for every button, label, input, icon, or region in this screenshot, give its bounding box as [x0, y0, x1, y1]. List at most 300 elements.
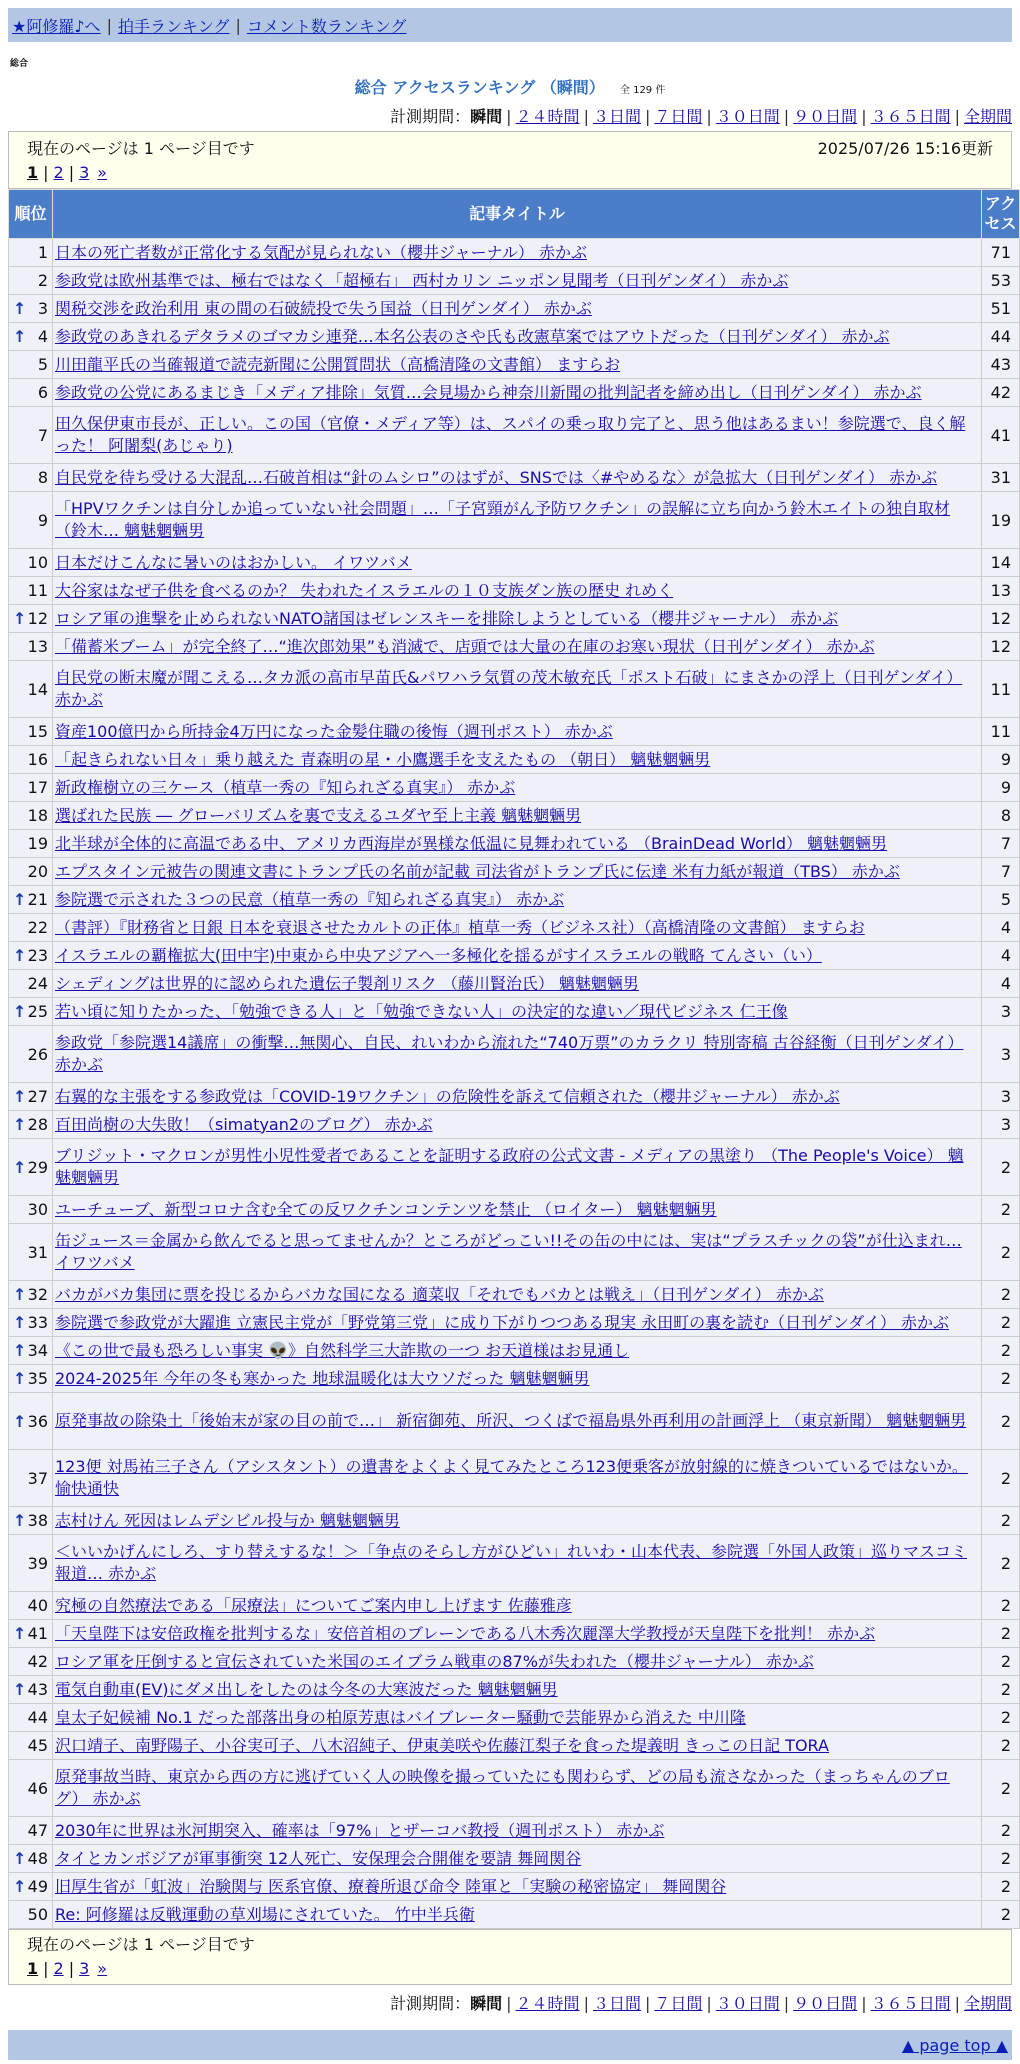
- access-count: 19: [982, 492, 1020, 549]
- title-cell: [53, 1760, 982, 1817]
- table-row: [9, 323, 1020, 351]
- article-title-link[interactable]: 自民党を待ち受ける大混乱…石破首相は“針のムシロ”のはずが、SNSでは〈#やめるな〉が急拡大（日刊ゲンダイ） 赤かぶ: [55, 467, 938, 487]
- article-title-link[interactable]: 参政党のあきれるデタラメのゴマカシ連発…本名公表のさや氏も改憲草案ではアウトだった（日刊ゲンダイ） 赤かぶ: [55, 326, 890, 346]
- rank-cell: [9, 886, 53, 914]
- access-count: 2: [982, 1507, 1020, 1535]
- rank-number: 37: [27, 1468, 48, 1488]
- article-title-link[interactable]: 原発事故の除染土「後始末が家の目の前で…」 新宿御苑、所沢、つくばで福島県外再利用の計画浮上 （東京新聞） 魑魅魍魎男: [55, 1411, 967, 1430]
- pager-page-link[interactable]: 2: [53, 1959, 64, 1978]
- title-cell: [53, 577, 982, 605]
- access-count: 2: [982, 1535, 1020, 1592]
- article-title-link[interactable]: 皇太子妃候補 No.1 だった部落出身の柏原芳恵はバイブレーター騒動で芸能界から消えた 中川隆: [55, 1707, 746, 1727]
- table-row: [9, 998, 1020, 1026]
- access-count: 3: [982, 1026, 1020, 1083]
- title-cell: [53, 605, 982, 633]
- rank-number: 28: [27, 1115, 48, 1134]
- article-title-link[interactable]: 「起きられない日々」乗り越えた 青森明の星・小鷹選手を支えたもの （朝日） 魑魅魍魎男: [55, 749, 711, 769]
- article-title-link[interactable]: 大谷家はなぜ子供を食べるのか？ 失われたイスラエルの１０支族ダン族の歴史 れめく: [55, 580, 674, 600]
- rank-cell: [9, 1901, 53, 1929]
- rank-cell: [9, 464, 53, 492]
- article-title-link[interactable]: タイとカンボジアが軍事衝突 12人死亡、安保理会合開催を要請 舞岡関谷: [55, 1848, 582, 1868]
- table-row: [9, 1845, 1020, 1873]
- table-row: [9, 295, 1020, 323]
- rank-cell: [9, 830, 53, 858]
- rank-cell: [9, 914, 53, 942]
- pager-separator: |: [68, 1959, 75, 1978]
- table-row: [9, 802, 1020, 830]
- access-count: 44: [982, 323, 1020, 351]
- period-option-link[interactable]: 全期間: [963, 1994, 1012, 2013]
- title-cell: [53, 1507, 982, 1535]
- rank-number: 11: [27, 581, 48, 600]
- period-option-link[interactable]: ７日間: [654, 1994, 703, 2013]
- table-row: [9, 577, 1020, 605]
- article-title-link[interactable]: 沢口靖子、南野陽子、小谷実可子、八木沼純子、伊東美咲や佐藤江梨子を食った堤義明 きっこの日記 TORA: [55, 1735, 829, 1755]
- rank-number: 7: [37, 425, 48, 445]
- ranking-table: [8, 189, 1020, 1929]
- rank-number: 50: [27, 1905, 48, 1924]
- rank-number: 18: [27, 806, 48, 825]
- rank-cell: [9, 1760, 53, 1817]
- title-cell: [53, 942, 982, 970]
- article-title-link[interactable]: 参政党は欧州基準では、極右ではなく「超極右」 西村カリン ニッポン見聞考（日刊ゲンダイ） 赤かぶ: [55, 270, 789, 290]
- article-title-link[interactable]: 旧厚生省が「虹波」治験関与 医系官僚、療養所退び命令 陸軍と「実験の秘密協定」 舞岡関谷: [55, 1876, 727, 1896]
- title-cell: [53, 549, 982, 577]
- rank-number: 2: [37, 271, 48, 290]
- article-title-link[interactable]: 田久保伊東市長が、正しい。この国（官僚・メディア等）は、スパイの乗っ取り完了と、思う他はあるまい！参院選で、良く解った！ 阿闍梨(あじゃり): [55, 414, 966, 455]
- period-option-link[interactable]: ２４時間: [515, 107, 580, 126]
- title-cell: [53, 1873, 982, 1901]
- access-count: 11: [982, 661, 1020, 718]
- period-separator: |: [706, 107, 712, 126]
- pager-page-link[interactable]: 3: [79, 1959, 90, 1978]
- table-row: [9, 746, 1020, 774]
- page-top-link[interactable]: ▲ page top ▲: [901, 2035, 1008, 2055]
- article-title-link[interactable]: 電気自動車(EV)にダメ出しをしたのは今冬の大寒波だった 魑魅魍魎男: [55, 1679, 558, 1699]
- access-count: 2: [982, 1704, 1020, 1732]
- rank-up-arrow-icon: ↑: [13, 1680, 27, 1699]
- access-count: 2: [982, 1450, 1020, 1507]
- access-count: 9: [982, 774, 1020, 802]
- article-title-link[interactable]: 選ばれた民族 ― グローバリズムを裏で支えるユダヤ至上主義 魑魅魍魎男: [55, 805, 582, 825]
- rank-cell: [9, 492, 53, 549]
- period-current: 瞬間: [470, 107, 503, 126]
- comment-ranking-link[interactable]: コメント数ランキング: [246, 16, 407, 36]
- rank-cell: [9, 1365, 53, 1393]
- access-count: 2: [982, 1873, 1020, 1901]
- article-title-link[interactable]: 原発事故当時、東京から西の方に逃げていく人の映像を撮っていたにも関わらず、どの局も流さなかった（まっちゃんのブログ） 赤かぶ: [55, 1767, 950, 1808]
- table-row: [9, 1817, 1020, 1845]
- col-header-access: アクセス: [982, 190, 1020, 239]
- title-cell: [53, 464, 982, 492]
- title-cell: [53, 1224, 982, 1281]
- access-count: 2: [982, 1224, 1020, 1281]
- access-count: 51: [982, 295, 1020, 323]
- table-row: [9, 1507, 1020, 1535]
- pager-next-link[interactable]: »: [97, 163, 108, 182]
- table-row: [9, 1026, 1020, 1083]
- access-count: 4: [982, 970, 1020, 998]
- title-cell: [53, 661, 982, 718]
- rank-cell: [9, 549, 53, 577]
- title-cell: [53, 1901, 982, 1929]
- table-row: [9, 1873, 1020, 1901]
- rank-cell: [9, 1507, 53, 1535]
- rank-number: 41: [27, 1624, 48, 1643]
- rank-cell: [9, 858, 53, 886]
- article-title-link[interactable]: 若い頃に知りたかった、「勉強できる人」と「勉強できない人」の決定的な違い／現代ビジネス 仁王像: [55, 1001, 788, 1021]
- table-row: [9, 464, 1020, 492]
- title-cell: [53, 774, 982, 802]
- title-cell: [53, 1365, 982, 1393]
- table-row: [9, 774, 1020, 802]
- table-row: [9, 970, 1020, 998]
- period-separator: |: [583, 1994, 589, 2013]
- table-row: [9, 1281, 1020, 1309]
- rank-cell: [9, 998, 53, 1026]
- table-row: [9, 718, 1020, 746]
- period-option-link[interactable]: ３０日間: [715, 107, 780, 126]
- rank-number: 4: [37, 327, 48, 346]
- access-count: 2: [982, 1337, 1020, 1365]
- pager-separator: |: [43, 163, 49, 182]
- rank-cell: [9, 1648, 53, 1676]
- col-header-title: 記事タイトル: [53, 190, 982, 239]
- rank-number: 42: [27, 1652, 48, 1671]
- article-title-link[interactable]: 123便 対馬祐三子さん（アシスタント）の遺書をよくよく見てみたところ123便乗客が放射線的に焼きついているではないか。 愉快通快: [55, 1457, 968, 1498]
- rank-number: 44: [27, 1708, 48, 1727]
- col-header-rank: 順位: [9, 190, 53, 239]
- table-row: [9, 661, 1020, 718]
- article-title-link[interactable]: バカがバカ集団に票を投じるからバカな国になる 適菜収「それでもバカとは戦え」（日刊ゲンダイ） 赤かぶ: [55, 1284, 824, 1304]
- rank-cell: [9, 1873, 53, 1901]
- current-page-text: 現在のページは 1 ページ目です: [27, 1935, 255, 1954]
- title-cell: [53, 802, 982, 830]
- title-cell: [53, 718, 982, 746]
- rank-cell: [9, 633, 53, 661]
- rank-cell: [9, 605, 53, 633]
- access-count: 2: [982, 1817, 1020, 1845]
- access-count: 2: [982, 1648, 1020, 1676]
- table-row: [9, 1732, 1020, 1760]
- title-cell: [53, 1592, 982, 1620]
- rank-cell: [9, 774, 53, 802]
- article-title-link[interactable]: （書評）『財務省と日銀 日本を衰退させたカルトの正体』植草一秀（ビジネス社）（高橋清隆の文書館） ますらお: [55, 917, 865, 937]
- rank-number: 15: [27, 722, 48, 741]
- rank-up-arrow-icon: ↑: [13, 1511, 27, 1530]
- access-count: 8: [982, 802, 1020, 830]
- period-option-link[interactable]: ９０日間: [793, 1994, 858, 2013]
- title-cell: [53, 633, 982, 661]
- rank-up-arrow-icon: ↑: [13, 890, 27, 909]
- article-title-link[interactable]: 2024-2025年 今年の冬も寒かった 地球温暖化は大ウソだった 魑魅魍魎男: [55, 1368, 590, 1388]
- access-count: 2: [982, 1676, 1020, 1704]
- article-title-link[interactable]: 究極の自然療法である「尿療法」についてご案内申し上げます 佐藤雅彦: [55, 1595, 572, 1615]
- home-link[interactable]: ★阿修羅♪へ: [12, 16, 101, 36]
- period-option-link[interactable]: ３日間: [592, 107, 641, 126]
- category-label: 総合: [10, 59, 29, 69]
- article-title-link[interactable]: 2030年に世界は氷河期突入、確率は「97%」とザーコバ教授（週刊ポスト） 赤かぶ: [55, 1820, 665, 1840]
- title-cell: [53, 267, 982, 295]
- article-title-link[interactable]: 自民党の断末魔が聞こえる…タカ派の高市早苗氏&パワハラ気質の茂木敏充氏「ポスト石破」にまさかの浮上（日刊ゲンダイ） 赤かぶ: [55, 668, 963, 709]
- article-title-link[interactable]: 右翼的な主張をする参政党は「COVID-19ワクチン」の危険性を訴えて信頼された（櫻井ジャーナル） 赤かぶ: [55, 1086, 840, 1106]
- access-count: 31: [982, 464, 1020, 492]
- period-option-link[interactable]: ３０日間: [715, 1994, 780, 2013]
- period-selector-top: [0, 104, 1012, 127]
- pager-bottom: [9, 1957, 1011, 1984]
- period-option-link[interactable]: ３６５日間: [870, 1994, 951, 2013]
- article-title-link[interactable]: 参院選で示された３つの民意（植草一秀の『知られざる真実』） 赤かぶ: [55, 889, 565, 909]
- rank-number: 33: [27, 1313, 48, 1332]
- article-title-link[interactable]: ロシア軍の進撃を止められないNATO諸国はゼレンスキーを排除しようとしている（櫻井ジャーナル） 赤かぶ: [55, 608, 839, 628]
- rank-up-arrow-icon: ↑: [13, 1369, 27, 1388]
- table-row: [9, 1592, 1020, 1620]
- table-row: [9, 379, 1020, 407]
- rank-cell: [9, 1337, 53, 1365]
- period-option-link[interactable]: ７日間: [654, 107, 703, 126]
- rank-cell: [9, 718, 53, 746]
- article-title-link[interactable]: ＜いいかげんにしろ、すり替えするな！＞「争点のそらし方がひどい」れいわ・山本代表、参院選「外国人政策」巡りマスコミ報道… 赤かぶ: [55, 1542, 968, 1583]
- pager-current: 1: [27, 163, 39, 182]
- article-title-link[interactable]: ユーチューブ、新型コロナ含む全ての反ワクチンコンテンツを禁止 （ロイター） 魑魅魍魎男: [55, 1199, 717, 1219]
- rank-cell: [9, 1196, 53, 1224]
- access-count: 2: [982, 1901, 1020, 1929]
- article-title-link[interactable]: 日本の死亡者数が正常化する気配が見られない（櫻井ジャーナル） 赤かぶ: [55, 242, 587, 262]
- rank-cell: [9, 323, 53, 351]
- period-label: 計測期間：: [390, 1994, 471, 2013]
- table-row: [9, 1901, 1020, 1929]
- period-option-link[interactable]: ９０日間: [793, 107, 858, 126]
- title-cell: [53, 914, 982, 942]
- rank-cell: [9, 802, 53, 830]
- rank-number: 14: [27, 679, 48, 699]
- rank-cell: [9, 1026, 53, 1083]
- article-title-link[interactable]: シェディングは世界的に認められた遺伝子製剤リスク （藤川賢治氏） 魑魅魍魎男: [55, 973, 639, 993]
- rank-up-arrow-icon: ↑: [13, 1411, 27, 1431]
- page-info-box-bottom: [8, 1929, 1012, 1985]
- access-count: 4: [982, 942, 1020, 970]
- period-separator: |: [506, 107, 512, 126]
- title-cell: [53, 1309, 982, 1337]
- article-title-link[interactable]: 新政権樹立の三ケース（植草一秀の『知られざる真実』） 赤かぶ: [55, 777, 516, 797]
- period-current: 瞬間: [470, 1994, 503, 2013]
- pager-page-link[interactable]: 2: [53, 163, 64, 182]
- period-option-link[interactable]: 全期間: [963, 107, 1012, 126]
- article-title-link[interactable]: 川田龍平氏の当確報道で読売新聞に公開質問状（高橋清隆の文書館） ますらお: [55, 354, 621, 374]
- table-row: [9, 1139, 1020, 1196]
- article-title-link[interactable]: 参政党「参院選14議席」の衝撃…無関心、自民、れいわから流れた“740万票”のカラクリ 特別寄稿 古谷経衡（日刊ゲンダイ） 赤かぶ: [55, 1033, 964, 1074]
- access-count: 14: [982, 549, 1020, 577]
- access-count: 2: [982, 1309, 1020, 1337]
- nav-separator: |: [106, 15, 112, 35]
- article-title-link[interactable]: 日本だけこんなに暑いのはおかしい。 イワツバメ: [55, 552, 412, 572]
- rank-number: 12: [27, 609, 48, 628]
- table-row: [9, 351, 1020, 379]
- access-count: 3: [982, 1083, 1020, 1111]
- rank-cell: [9, 1309, 53, 1337]
- rank-up-arrow-icon: ↑: [13, 1849, 27, 1868]
- title-cell: [53, 379, 982, 407]
- access-count: 3: [982, 1111, 1020, 1139]
- rank-number: 23: [27, 946, 48, 965]
- pager-next-link[interactable]: »: [97, 1959, 108, 1978]
- rank-number: 30: [27, 1200, 48, 1219]
- rank-number: 35: [27, 1369, 48, 1388]
- rank-number: 29: [27, 1157, 48, 1177]
- rank-cell: [9, 239, 53, 267]
- rank-number: 38: [27, 1511, 48, 1530]
- article-title-link[interactable]: ロシア軍を圧倒すると宣伝されていた米国のエイブラム戦車の87%が失われた（櫻井ジャーナル） 赤かぶ: [55, 1651, 814, 1671]
- clap-ranking-link[interactable]: 拍手ランキング: [117, 16, 230, 36]
- nav-separator: |: [235, 15, 241, 35]
- period-separator: |: [706, 1994, 712, 2013]
- table-row: [9, 1648, 1020, 1676]
- title-cell: [53, 1535, 982, 1592]
- table-row: [9, 858, 1020, 886]
- rank-number: 19: [27, 834, 48, 853]
- top-nav-bar: [8, 8, 1012, 42]
- article-title-link[interactable]: 志村けん 死因はレムデシビル投与か 魑魅魍魎男: [55, 1510, 400, 1530]
- access-count: 7: [982, 830, 1020, 858]
- table-row: [9, 267, 1020, 295]
- article-title-link[interactable]: 北半球が全体的に高温である中、アメリカ西海岸が異様な低温に見舞われている （BrainDead World） 魑魅魍魎男: [55, 833, 888, 853]
- rank-cell: [9, 942, 53, 970]
- rank-cell: [9, 1139, 53, 1196]
- table-row: [9, 492, 1020, 549]
- title-cell: [53, 830, 982, 858]
- updated-time: 2025/07/26 15:16更新: [817, 139, 993, 158]
- access-count: 3: [982, 998, 1020, 1026]
- access-count: 11: [982, 718, 1020, 746]
- table-row: [9, 1704, 1020, 1732]
- rank-cell: [9, 577, 53, 605]
- table-row: [9, 914, 1020, 942]
- access-count: 4: [982, 914, 1020, 942]
- access-count: 2: [982, 1365, 1020, 1393]
- rank-number: 34: [27, 1341, 48, 1360]
- table-row: [9, 1760, 1020, 1817]
- total-count: 全 129 件: [619, 85, 666, 96]
- article-title-link[interactable]: 参院選で参政党が大躍進 立憲民主党が「野党第三党」に成り下がりつつある現実 永田町の裏を読む（日刊ゲンダイ） 赤かぶ: [55, 1312, 949, 1332]
- access-count: 2: [982, 1620, 1020, 1648]
- article-title-link[interactable]: イスラエルの覇権拡大(田中宇)中東から中央アジアへ一多極化を揺るがすイスラエルの戦略 てんさい（い）: [55, 945, 822, 965]
- pager-separator: |: [43, 1959, 49, 1978]
- article-title-link[interactable]: 「天皇陛下は安倍政権を批判するな」安倍首相のブレーンである八木秀次麗澤大学教授が天皇陛下を批判！ 赤かぶ: [55, 1623, 876, 1643]
- rank-cell: [9, 267, 53, 295]
- rank-cell: [9, 407, 53, 464]
- title-cell: [53, 1026, 982, 1083]
- rank-number: 1: [37, 243, 48, 262]
- period-option-link[interactable]: ３６５日間: [870, 107, 951, 126]
- article-title-link[interactable]: 参政党の公党にあるまじき「メディア排除」気質…会見場から神奈川新聞の批判記者を締め出し（日刊ゲンダイ） 赤かぶ: [55, 382, 922, 402]
- rank-up-arrow-icon: ↑: [13, 1002, 27, 1021]
- rank-number: 47: [27, 1821, 48, 1840]
- article-title-link[interactable]: 関税交渉を政治利用 東の間の石破続投で失う国益（日刊ゲンダイ） 赤かぶ: [55, 298, 592, 318]
- article-title-link[interactable]: Re: 阿修羅は反戦運動の草刈場にされていた。 竹中半兵衛: [55, 1904, 475, 1924]
- title-cell: [53, 858, 982, 886]
- rank-up-arrow-icon: ↑: [13, 1877, 27, 1896]
- title-cell: [53, 970, 982, 998]
- access-count: 71: [982, 239, 1020, 267]
- title-cell: [53, 323, 982, 351]
- period-label: 計測期間：: [390, 107, 471, 126]
- rank-number: 45: [27, 1736, 48, 1755]
- table-row: [9, 1083, 1020, 1111]
- rank-number: 49: [27, 1877, 48, 1896]
- rank-cell: [9, 1083, 53, 1111]
- title-cell: [53, 1817, 982, 1845]
- article-title-link[interactable]: 「HPVワクチンは自分しか追っていない社会問題」…「子宮頸がん予防ワクチン」の誤解に立ち向かう鈴木エイトの独自取材（鈴木… 魑魅魍魎男: [55, 499, 951, 540]
- rank-number: 20: [27, 862, 48, 881]
- period-option-link[interactable]: ３日間: [592, 1994, 641, 2013]
- access-count: 2: [982, 1760, 1020, 1817]
- article-title-link[interactable]: 百田尚樹の大失敗！（simatyan2のブログ） 赤かぶ: [55, 1114, 433, 1134]
- rank-up-arrow-icon: ↑: [13, 1313, 27, 1332]
- article-title-link[interactable]: 缶ジュース＝金属から飲んでると思ってませんか？ところがどっこい!!その缶の中には、実は“プラスチックの袋”が仕込まれ… イワツバメ: [55, 1231, 962, 1272]
- period-separator: |: [861, 1994, 867, 2013]
- rank-number: 8: [37, 468, 48, 487]
- table-row: [9, 886, 1020, 914]
- rank-cell: [9, 1732, 53, 1760]
- article-title-link[interactable]: ブリジット・マクロンが男性小児性愛者であることを証明する政府の公式文書 - メディアの黒塗り （The People's Voice） 魑魅魍魎男: [55, 1146, 964, 1187]
- article-title-link[interactable]: 「備蓄米ブーム」が完全終了…“進次郎効果”も消滅で、店頭では大量の在庫のお寒い現状（日刊ゲンダイ） 赤かぶ: [55, 636, 875, 656]
- page-info-box-top: [8, 131, 1012, 189]
- access-count: 7: [982, 858, 1020, 886]
- rank-cell: [9, 1281, 53, 1309]
- period-option-link[interactable]: ２４時間: [515, 1994, 580, 2013]
- title-cell: [53, 886, 982, 914]
- rank-cell: [9, 1845, 53, 1873]
- rank-up-arrow-icon: ↑: [13, 299, 27, 318]
- rank-cell: [9, 1592, 53, 1620]
- table-row: [9, 1111, 1020, 1139]
- period-separator: |: [583, 107, 589, 126]
- period-separator: |: [644, 107, 651, 126]
- title-cell: [53, 1676, 982, 1704]
- rank-number: 25: [27, 1002, 48, 1021]
- rank-number: 9: [37, 510, 48, 530]
- pager-page-link[interactable]: 3: [79, 163, 90, 182]
- table-row: [9, 830, 1020, 858]
- rank-cell: [9, 1704, 53, 1732]
- period-separator: |: [783, 107, 790, 126]
- rank-number: 26: [27, 1044, 48, 1064]
- title-cell: [53, 1648, 982, 1676]
- access-count: 9: [982, 746, 1020, 774]
- period-selector-bottom: [0, 1991, 1012, 2014]
- rank-number: 3: [37, 299, 48, 318]
- title-cell: [53, 351, 982, 379]
- access-count: 2: [982, 1732, 1020, 1760]
- period-separator: |: [783, 1994, 790, 2013]
- article-title-link[interactable]: エプスタイン元被告の関連文書にトランプ氏の名前が記載 司法省がトランプ氏に伝達 米有力紙が報道（TBS） 赤かぶ: [55, 861, 900, 881]
- rank-number: 24: [27, 974, 48, 993]
- rank-cell: [9, 379, 53, 407]
- table-row: [9, 633, 1020, 661]
- rank-cell: [9, 1393, 53, 1450]
- access-count: 2: [982, 1139, 1020, 1196]
- period-separator: |: [954, 1994, 960, 2013]
- rank-number: 32: [27, 1285, 48, 1304]
- article-title-link[interactable]: 資産100億円から所持金4万円になった金髪住職の後悔（週刊ポスト） 赤かぶ: [55, 721, 613, 741]
- article-title-link[interactable]: 《この世で最も恐ろしい事実 👽》自然科学三大詐欺の一つ お天道様はお見通し: [55, 1340, 630, 1360]
- rank-up-arrow-icon: ↑: [13, 1624, 27, 1643]
- rank-number: 21: [27, 890, 48, 909]
- title-cell: [53, 1281, 982, 1309]
- rank-cell: [9, 1450, 53, 1507]
- rank-cell: [9, 1224, 53, 1281]
- rank-cell: [9, 661, 53, 718]
